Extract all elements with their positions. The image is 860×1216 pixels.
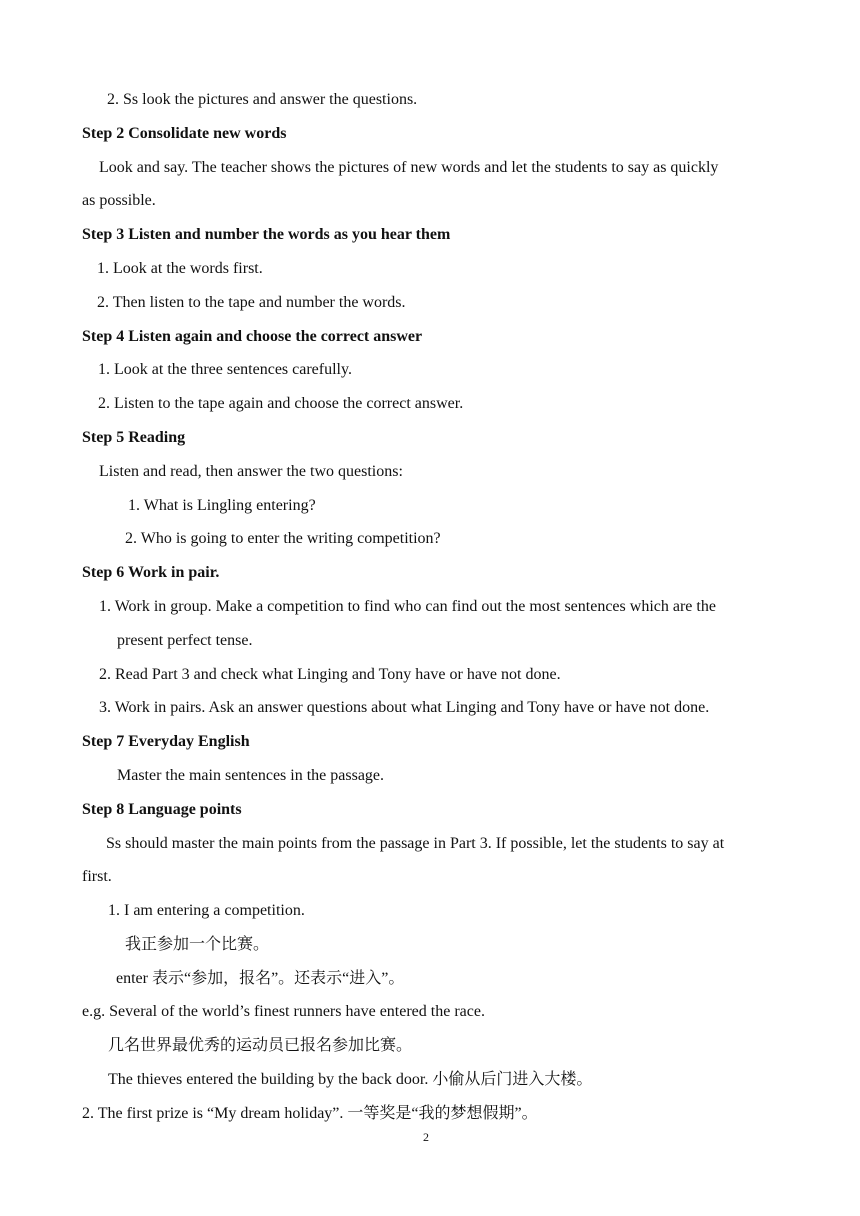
step8-heading: Step 8 Language points xyxy=(82,801,242,818)
step5-question-2: 2. Who is going to enter the writing competition? xyxy=(125,530,441,547)
step7-text: Master the main sentences in the passage. xyxy=(117,767,385,784)
page-number: 2 xyxy=(423,1130,429,1144)
step6-item-1: 1. Work in group. Make a competition to find who can find out the most sentences which are the xyxy=(99,598,716,615)
step3-item-1: 1. Look at the words first. xyxy=(97,260,263,277)
step8-text: Ss should master the main points from the passage in Part 3. If possible, let the students to say at xyxy=(106,835,725,852)
example-sentence-1: e.g. Several of the world’s finest runners have entered the race. xyxy=(82,1003,485,1020)
step4-heading: Step 4 Listen again and choose the correct answer xyxy=(82,328,423,345)
step8-text-cont: first. xyxy=(82,868,112,885)
point-1: 1. I am entering a competition. xyxy=(108,902,305,919)
step6-heading: Step 6 Work in pair. xyxy=(82,564,220,581)
step5-question-1: 1. What is Lingling entering? xyxy=(128,497,316,514)
step7-heading: Step 7 Everyday English xyxy=(82,733,250,750)
step2-text: Look and say. The teacher shows the pictures of new words and let the students to say as quickly xyxy=(99,159,719,176)
point-2: 2. The first prize is “My dream holiday”. 一等奖是“我的梦想假期”。 xyxy=(82,1105,538,1122)
step6-item-2: 2. Read Part 3 and check what Linging and Tony have or have not done. xyxy=(99,666,561,683)
step6-item-1-cont: present perfect tense. xyxy=(117,632,253,649)
step3-item-2: 2. Then listen to the tape and number the words. xyxy=(97,294,406,311)
step6-item-3: 3. Work in pairs. Ask an answer questions about what Linging and Tony have or have not done. xyxy=(99,699,710,716)
step2-heading: Step 2 Consolidate new words xyxy=(82,125,287,142)
step2-text-cont: as possible. xyxy=(82,192,156,209)
step5-text: Listen and read, then answer the two questions: xyxy=(99,463,403,480)
step5-heading: Step 5 Reading xyxy=(82,429,186,446)
example-translation-1: 几名世界最优秀的运动员已报名参加比赛。 xyxy=(108,1037,413,1054)
point-1-explanation: enter 表示“参加，报名”。还表示“进入”。 xyxy=(116,970,405,987)
step3-heading: Step 3 Listen and number the words as you hear them xyxy=(82,226,451,243)
step1-item-2: 2. Ss look the pictures and answer the questions. xyxy=(107,91,418,108)
step4-item-2: 2. Listen to the tape again and choose the correct answer. xyxy=(98,395,464,412)
example-sentence-2: The thieves entered the building by the back door. 小偷从后门进入大楼。 xyxy=(108,1071,593,1088)
point-1-translation: 我正参加一个比赛。 xyxy=(125,936,270,953)
step4-item-1: 1. Look at the three sentences carefully. xyxy=(98,361,352,378)
